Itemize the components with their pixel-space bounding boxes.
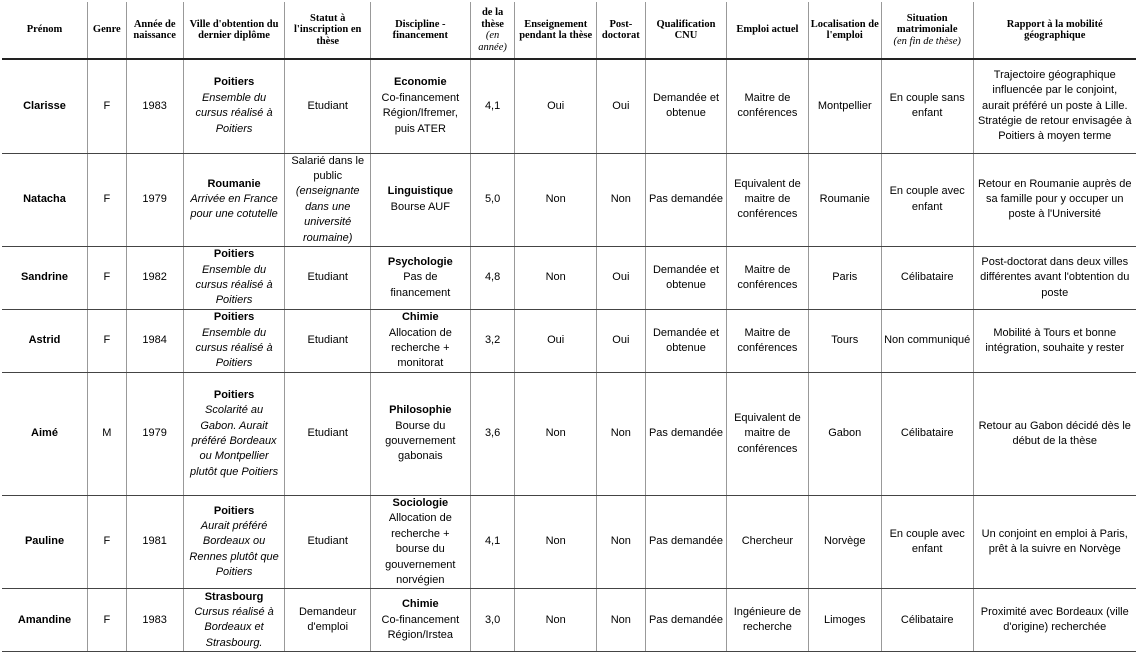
cell-statut [285,59,371,153]
cell-rapport [973,59,1136,153]
localisation-text: Gabon [828,427,862,440]
statut-text: Salarié dans le public [291,154,365,182]
cell-cnu [645,372,726,495]
header-postdoc: Post-doctorat [596,2,645,59]
discipline-name: Chimie [401,311,439,324]
cell-enseignement [515,153,596,246]
data-table [2,2,1136,652]
cnu-text: Pas demandée [648,427,723,440]
ville-name: Poitiers [213,76,255,89]
localisation-text: Tours [831,334,859,347]
table-row [2,246,1136,309]
cnu-text: Pas demandée [648,613,723,626]
cell-situation [881,309,973,372]
cell-localisation [808,246,881,309]
cell-genre [88,59,127,153]
cell-localisation [808,153,881,246]
cell-rapport [973,153,1136,246]
prenom-text: Sandrine [20,271,69,284]
cell-statut [285,246,371,309]
prenom-text: Pauline [24,535,65,548]
ville-detail: Ensemble du cursus réalisé à Poitiers [195,263,273,307]
cnu-text: Pas demandée [648,535,723,548]
cell-ville [183,495,285,588]
discipline-name: Economie [394,76,447,89]
ville-name: Poitiers [213,504,255,517]
header-situation [881,2,973,59]
genre-text: F [103,334,111,347]
cnu-text: Pas demandée [648,193,723,206]
cell-enseignement [515,589,596,652]
header-situation-note: (en fin de thèse) [893,35,961,47]
ville-name: Strasbourg [204,590,264,603]
financement-text: Pas de financement [390,271,451,299]
postdoc-text: Oui [612,271,630,284]
ville-detail: Cursus réalisé à Bordeaux et Strasbourg. [194,605,274,649]
localisation-text: Norvège [823,535,866,548]
emploi-text: Maitre de conférences [737,91,798,120]
duree-text: 4,1 [484,99,501,112]
cell-discipline [370,153,470,246]
cell-genre [88,153,127,246]
cell-postdoc [596,372,645,495]
cell-duree [470,495,515,588]
cell-emploi [727,59,808,153]
prenom-text: Natacha [23,193,66,206]
cell-duree [470,372,515,495]
emploi-text: Equivalent de maitre de conférences [734,411,801,455]
rapport-text: Retour au Gabon décidé dès le début de la thèse [978,419,1131,447]
cell-prenom [2,372,88,495]
cell-statut [285,589,371,652]
emploi-text: Chercheur [741,535,794,548]
cell-duree [470,309,515,372]
cell-cnu [645,59,726,153]
cell-localisation [808,309,881,372]
postdoc-text: Non [610,613,631,626]
duree-text: 3,2 [484,334,501,347]
header-ville: Ville d'obtention du dernier diplôme [183,2,285,59]
cell-discipline [370,309,470,372]
financement-text: Allocation de recherche + monitorat [388,326,452,370]
cell-discipline [370,59,470,153]
cell-situation [881,372,973,495]
ville-detail: Ensemble du cursus réalisé à Poitiers [195,91,273,135]
cell-discipline [370,372,470,495]
enseignement-text: Oui [547,99,565,112]
cell-postdoc [596,246,645,309]
statut-text: Etudiant [307,427,348,440]
rapport-text: Trajectoire géographique influencée par le conjoint, aurait préféré un poste à Lille. Stratégie de retour envisagée à Poitiers à moyen terme [978,68,1132,143]
ville-name: Roumanie [207,177,261,190]
cell-rapport [973,589,1136,652]
cell-annee [126,309,183,372]
header-rapport: Rapport à la mobilité géographique [973,2,1136,59]
genre-text: F [103,99,111,112]
table-row [2,589,1136,652]
cell-emploi [727,495,808,588]
cell-cnu [645,153,726,246]
cell-ville [183,153,285,246]
annee-text: 1981 [142,535,167,548]
cnu-text: Demandée et obtenue [652,91,719,120]
prenom-text: Amandine [17,613,72,626]
header-localisation: Localisation de l'emploi [808,2,881,59]
cell-enseignement [515,246,596,309]
annee-text: 1983 [142,613,167,626]
cell-genre [88,589,127,652]
situation-text: En couple sans enfant [889,91,965,120]
localisation-text: Paris [832,271,858,284]
postdoc-text: Non [610,193,631,206]
cell-statut [285,495,371,588]
cell-localisation [808,495,881,588]
header-emploi: Emploi actuel [727,2,808,59]
statut-text: Etudiant [307,271,348,284]
discipline-name: Sociologie [392,496,449,509]
cell-postdoc [596,589,645,652]
cnu-text: Demandée et obtenue [652,326,719,354]
situation-text: Non communiqué [884,334,971,347]
cell-genre [88,372,127,495]
genre-text: M [102,427,112,440]
cell-duree [470,59,515,153]
rapport-text: Post-doctorat dans deux villes différentes avant l'obtention du poste [980,255,1130,299]
cell-localisation [808,589,881,652]
situation-text: En couple avec enfant [889,527,965,556]
enseignement-text: Non [545,193,566,206]
cell-rapport [973,372,1136,495]
cell-annee [126,495,183,588]
situation-text: Célibataire [900,271,954,284]
cell-ville [183,59,285,153]
cell-annee [126,246,183,309]
emploi-text: Maitre de conférences [737,263,798,291]
cell-enseignement [515,495,596,588]
header-duree-unit: (en année) [478,30,507,53]
rapport-text: Mobilité à Tours et bonne intégration, souhaite y rester [985,326,1125,354]
table-row [2,59,1136,153]
enseignement-text: Non [545,427,566,440]
genre-text: F [103,193,111,206]
cell-discipline [370,589,470,652]
cell-enseignement [515,372,596,495]
cell-duree [470,589,515,652]
rapport-text: Un conjoint en emploi à Paris, prêt à la suivre en Norvège [981,527,1128,556]
enseignement-text: Non [545,271,566,284]
cell-emploi [727,309,808,372]
cell-prenom [2,153,88,246]
cell-ville [183,372,285,495]
cell-statut [285,372,371,495]
situation-text: Célibataire [900,427,954,440]
cell-emploi [727,372,808,495]
statut-text: Etudiant [307,334,348,347]
situation-text: Célibataire [900,613,954,626]
prenom-text: Clarisse [23,99,66,112]
table-row [2,153,1136,246]
cell-postdoc [596,59,645,153]
cell-prenom [2,309,88,372]
postdoc-text: Oui [612,334,630,347]
statut-text: Etudiant [307,535,348,548]
table-row [2,372,1136,495]
genre-text: F [103,271,111,284]
header-cnu: Qualification CNU [645,2,726,59]
localisation-text: Roumanie [819,193,870,206]
cell-ville [183,309,285,372]
cell-localisation [808,372,881,495]
situation-text: En couple avec enfant [889,185,965,213]
annee-text: 1983 [142,99,167,112]
ville-detail: Scolarité au Gabon. Aurait préféré Bordeaux ou Montpellier plutôt que Poitiers [190,404,279,478]
ville-detail: Aurait préféré Bordeaux ou Rennes plutôt que Poitiers [189,520,279,579]
header-enseignement: Enseignement pendant la thèse [515,2,596,59]
ville-name: Poitiers [213,248,255,261]
cell-situation [881,246,973,309]
table-row [2,495,1136,588]
cell-situation [881,59,973,153]
postdoc-text: Non [610,427,631,440]
enseignement-text: Non [545,613,566,626]
ville-name: Poitiers [213,311,255,324]
cell-localisation [808,59,881,153]
cell-prenom [2,589,88,652]
duree-text: 3,0 [484,613,501,626]
localisation-text: Limoges [823,613,866,626]
financement-text: Bourse du gouvernement gabonais [385,419,456,463]
cell-ville [183,589,285,652]
table-row [2,309,1136,372]
header-prenom: Prénom [2,2,88,59]
cell-cnu [645,246,726,309]
statut-text: Etudiant [307,99,348,112]
duree-text: 3,6 [484,427,501,440]
header-duree-label: de la thèse [481,7,504,30]
financement-text: Co-financement Région/Irstea [381,613,460,642]
discipline-name: Psychologie [387,255,453,268]
header-discipline: Discipline - financement [370,2,470,59]
discipline-name: Philosophie [389,404,452,417]
cell-duree [470,246,515,309]
cell-discipline [370,495,470,588]
genre-text: F [103,613,111,626]
financement-text: Co-financement Région/Ifremer, puis ATER [381,91,460,135]
enseignement-text: Non [545,535,566,548]
prenom-text: Astrid [28,334,61,347]
cell-situation [881,495,973,588]
cell-annee [126,589,183,652]
postdoc-text: Oui [612,99,630,112]
cell-genre [88,246,127,309]
header-row [2,2,1136,59]
cell-rapport [973,309,1136,372]
cell-annee [126,59,183,153]
cell-prenom [2,495,88,588]
prenom-text: Aimé [31,427,58,440]
ville-detail: Ensemble du cursus réalisé à Poitiers [195,326,273,370]
emploi-text: Ingénieure de recherche [733,605,802,634]
header-annee: Année de naissance [126,2,183,59]
annee-text: 1984 [142,334,167,347]
cell-annee [126,372,183,495]
cell-discipline [370,246,470,309]
cell-cnu [645,309,726,372]
header-statut: Statut à l'inscription en thèse [285,2,371,59]
cell-genre [88,309,127,372]
annee-text: 1979 [142,193,167,206]
cell-ville [183,246,285,309]
cell-prenom [2,246,88,309]
cell-annee [126,153,183,246]
cell-cnu [645,495,726,588]
statut-detail: (enseignante dans une université roumaine) [295,185,360,244]
cell-enseignement [515,59,596,153]
genre-text: F [103,535,111,548]
header-genre: Genre [88,2,127,59]
postdoc-text: Non [610,535,631,548]
cell-statut [285,309,371,372]
emploi-text: Equivalent de maitre de conférences [734,177,801,221]
cell-rapport [973,495,1136,588]
financement-text: Bourse AUF [390,200,450,213]
discipline-name: Linguistique [387,185,454,198]
cell-prenom [2,59,88,153]
cell-emploi [727,153,808,246]
header-situation-label: Situation matrimoniale [896,12,958,36]
cell-genre [88,495,127,588]
header-duree [470,2,515,59]
cell-enseignement [515,309,596,372]
ville-name: Poitiers [213,388,255,401]
financement-text: Allocation de recherche + bourse du gouvernement norvégien [385,512,456,586]
cell-emploi [727,246,808,309]
cell-rapport [973,246,1136,309]
cell-duree [470,153,515,246]
duree-text: 5,0 [484,193,501,206]
duree-text: 4,1 [484,535,501,548]
cell-postdoc [596,309,645,372]
cell-postdoc [596,153,645,246]
cnu-text: Demandée et obtenue [652,263,719,291]
cell-postdoc [596,495,645,588]
cell-statut [285,153,371,246]
enseignement-text: Oui [547,334,565,347]
statut-text: Demandeur d'emploi [298,605,357,634]
emploi-text: Maitre de conférences [737,326,798,354]
rapport-text: Proximité avec Bordeaux (ville d'origine) recherchée [980,605,1129,634]
cell-emploi [727,589,808,652]
duree-text: 4,8 [484,271,501,284]
annee-text: 1982 [142,271,167,284]
cell-situation [881,153,973,246]
annee-text: 1979 [142,427,167,440]
ville-detail: Arrivée en France pour une cotutelle [190,193,278,221]
rapport-text: Retour en Roumanie auprès de sa famille pour y occuper un poste à l'Université [978,177,1132,221]
cell-situation [881,589,973,652]
discipline-name: Chimie [401,598,439,611]
cell-cnu [645,589,726,652]
localisation-text: Montpellier [817,99,872,112]
